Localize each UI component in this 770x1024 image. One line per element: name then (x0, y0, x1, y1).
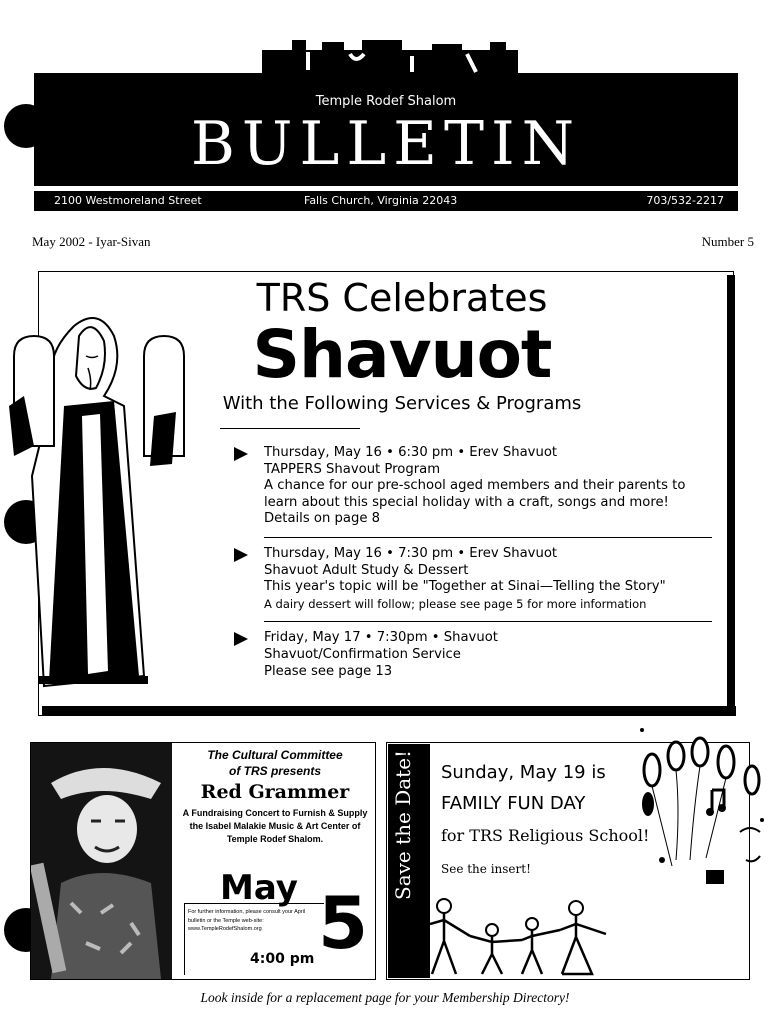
phone-number: 703/532-2217 (646, 194, 724, 207)
event-name: TAPPERS Shavout Program (264, 461, 441, 477)
presenter-line-1: The Cultural Committee (207, 748, 343, 762)
children-holding-hands-icon (430, 890, 610, 976)
balloons-and-music-notes-icon (622, 720, 770, 890)
organization-name: Temple Rodef Shalom (315, 94, 457, 109)
issue-date: May 2002 - Iyar-Sivan (32, 234, 151, 249)
box-shadow-right (727, 275, 735, 715)
performer-name: Red Grammer (200, 781, 350, 803)
family-day-title: FAMILY FUN DAY (441, 793, 586, 814)
concert-info: For further information, please consult your April bulletin or the Temple web-site: www.TempleRodefShalom.org (188, 909, 306, 932)
performer-photo-icon (31, 743, 172, 979)
event-name: Shavuot Adult Study & Dessert (264, 562, 469, 578)
event-item (232, 445, 712, 528)
feature-heading: TRS Celebrates (256, 276, 548, 320)
event-when: Friday, May 17 • 7:30pm • Shavuot (264, 630, 498, 646)
arrow-bullet-icon (234, 548, 248, 562)
event-details: Please see page 13 (264, 663, 393, 679)
family-day-audience: for TRS Religious School! (441, 826, 650, 845)
street-address: 2100 Westmoreland Street (54, 194, 202, 207)
arrow-bullet-icon (234, 632, 248, 646)
events-list (232, 445, 712, 680)
event-item (232, 546, 712, 612)
city-address: Falls Church, Virginia 22043 (304, 194, 458, 207)
event-item (232, 630, 712, 680)
event-name: Shavuot/Confirmation Service (264, 646, 461, 662)
concert-text (177, 747, 373, 846)
event-when: Thursday, May 16 • 6:30 pm • Erev Shavuot (264, 445, 558, 460)
event-details: A dairy dessert will follow; please see page 5 for more information (264, 596, 647, 611)
presenter-line-2: of TRS presents (228, 764, 321, 778)
family-day-date: Sunday, May 19 is (441, 762, 606, 783)
masthead (34, 73, 738, 186)
concert-description: A Fundraising Concert to Furnish & Supply the Isabel Malakie Music & Art Center of Temple Rodef Shalom. (182, 808, 368, 844)
family-day-note: See the insert! (441, 862, 531, 876)
issue-number: Number 5 (701, 234, 754, 249)
save-the-date-label: Save the Date! (391, 749, 415, 900)
event-divider (264, 621, 712, 622)
subtitle-rule (220, 428, 360, 429)
bulletin-title: BULLETIN (190, 109, 582, 179)
box-shadow-bottom (42, 706, 736, 716)
event-when: Thursday, May 16 • 7:30 pm • Erev Shavuot (264, 545, 558, 561)
address-bar (34, 191, 738, 211)
concert-time: 4:00 pm (250, 951, 315, 967)
concert-month: May (220, 868, 298, 908)
event-description: A chance for our pre-school aged members and their parents to learn about this special holiday with a craft, songs and more! (264, 478, 686, 510)
event-details: Details on page 8 (264, 511, 381, 527)
event-divider (264, 537, 712, 538)
hebrew-lettering-logo-icon (262, 40, 518, 76)
event-description: This year's topic will be "Together at Sinai—Telling the Story" (264, 579, 666, 595)
concert-day: 5 (318, 881, 369, 965)
moses-with-tablets-icon (4, 296, 200, 692)
footer-note: Look inside for a replacement page for your Membership Directory! (200, 990, 570, 1005)
arrow-bullet-icon (234, 447, 248, 461)
feature-subtitle: With the Following Services & Programs (222, 393, 582, 414)
feature-title: Shavuot (252, 316, 552, 393)
